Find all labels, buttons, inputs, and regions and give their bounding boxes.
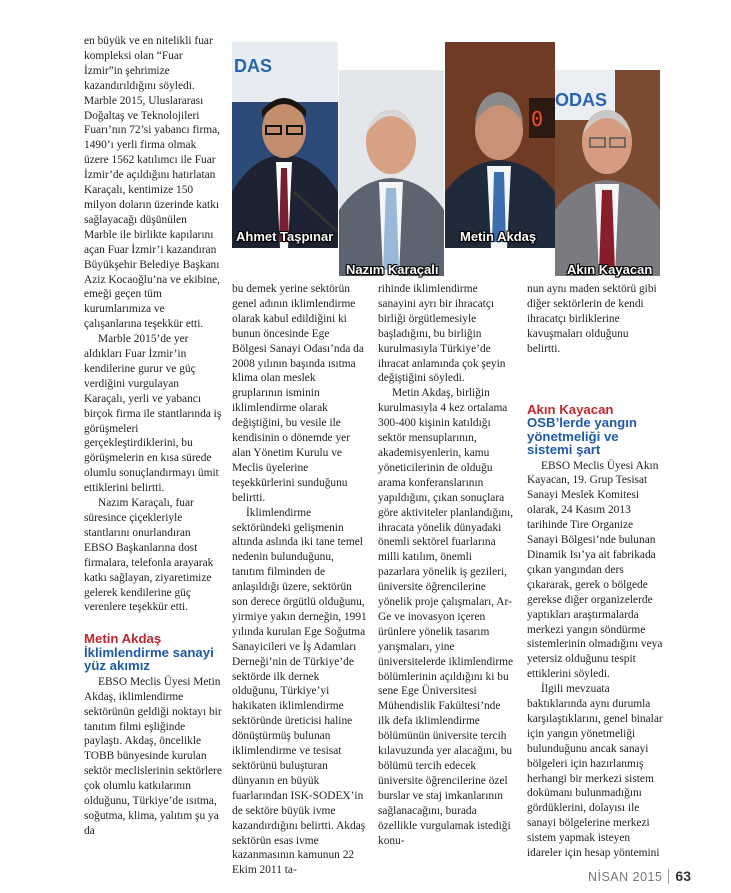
photo-caption: Ahmet Taşpınar [236, 229, 334, 244]
photo-caption: Akın Kayacan [567, 262, 653, 277]
paragraph: en büyük ve en nitelikli fuar kompleksi olan “Fuar İzmir”in şehrimize kazandırıldığını söyledi. Marble 2015, Uluslararası Doğaltaş ve Teknolojileri Fuarı’nın 72’si yabancı firma, 1490’ı yerli firma olmak üzere 1562 katılımcı ile Fuar İzmir’de açıldığını hatırlatan Karaçalı, kentimize 150 milyon doların üzerinde katkı sağlayacağı düşünülen Marble ile birlikte kapılarını açan Fuar İzmir’i kazandıran Büyükşehir Belediye Başkanı Aziz Kocaoğlu’na ve ekibine, emeği geçen tüm kurumlarımıza ve çalışanlarına teşekkür etti. [84, 35, 221, 331]
photo-nazim-karacali [339, 70, 444, 276]
heading-name: Metin Akdaş [84, 631, 162, 647]
paragraph: Metin Akdaş, birliğin kurulmasıyla 4 kez ortalama 300-400 kişinin katıldığı sektör mensuplarının, akademisyenlerin, kamu yöneticilerinin de olduğu arama konferanslarının yapıldığını, çıkan sonuçlara göre aktiviteler planlandığını, ihracata yönelik dünyadaki önemli sektörel fuarlarına milli katılım, önemli pazarlara yönelik iş gezileri, üniversite öğrencilerine yönelik proje çalışmaları, Ar-Ge ve inovasyon içeren ürünlere yönelik tasarım yarışmaları, yine üniversitelerde iklimlendirme bölümlerinin açıldığını ki bu sene Ege Üniversitesi Mühendislik Fakültesi’nde ilk defa iklimlendirme bölümünün üniversite tercih kılavuzunda yer alacağını, bu bölümü tercih edecek üniversite öğrencilerine özel burslar ve staj imkanlarının sağlanacağını, burada özellikle vurgulamak istediği konu- [378, 387, 514, 847]
svg-text:DAS: DAS [234, 56, 273, 76]
photo-metin-akdas [445, 42, 555, 248]
paragraph: Marble 2015’de yer aldıkları Fuar İzmir’in kendilerine gurur ve güç verdiğini vurgulayan Karaçalı, yerli ve yabancı birçok firma ile stantlarında iş görüşmeleri gerçekleştirdiklerini, bu görüşmelerin en kısa sürede olumlu sonuçlandırmayı ümit ettiklerini belirtti. [84, 333, 222, 495]
paragraph: rihinde iklimlendirme sanayini ayrı bir ihracatçı birliği örgütlemesiyle başladığını, bu birliğin kurulmasıyla Türkiye’de ihracat anlamında çok şeyin değiştiğini söyledi. [378, 283, 506, 385]
svg-text:ODAS: ODAS [555, 90, 608, 110]
paragraph: İklimlendirme sektöründeki gelişmenin altında aslında iki tane temel nedenin bulunduğunu, tanıtım filminden de anlaşıldığı üzere, sektörün son derece örgütlü olduğunu, yirmiye yakın derneğin, 1991 yılında kurulan Ege Soğutma Sanayicileri ve İş Adamları Derneği’nin de Türkiye’de sektörde ilk dernek olduğunu, Türkiye’yi hakikaten iklimlendirme sektöründe üreticisi haline dönüştürmüş bulunan iklimlendirme ve tesisat sektörünü buluşturan dünyanın en büyük fuarlarından ISK-SODEX’in de sektöre büyük ivme kazandırdığını belirtti. Akdaş sektörün esas ivme kazanmasının kamunun 22 Ekim 2011 ta- [232, 506, 367, 877]
section-heading-kayacan [527, 403, 664, 457]
article-column-2 [232, 282, 367, 878]
paragraph: EBSO Meclis Üyesi Metin Akdaş, iklimlendirme sektörünün geldiği noktayı bir tanıtım filmi eşliğinde paylaştı. Akdaş, öncelikle TOBB bünyesinde kurulan sektör meclislerinin sektörlere çok olumlu katkılarının olduğunu, Türkiye’de ısıtma, soğutma, klima, yalıtım şu ya da [84, 675, 222, 837]
heading-title: OSB’lerde yangın yönetmeliği ve sistemi şart [527, 415, 637, 458]
page-footer [588, 868, 691, 886]
photo-akin-kayacan [555, 70, 660, 276]
heading-name: Akın Kayacan [527, 401, 614, 417]
photo-caption: Metin Akdaş [460, 229, 537, 244]
page-number: 63 [675, 868, 691, 884]
paragraph: Nazım Karaçalı, fuar süresince çiçekleriyle stantlarını onurlandıran EBSO Başkanlarına dost firmalara, telefonla arayarak katkı sağlayan, ziyaretimize gelerek kendilerine güç verenlere teşekkür etti. [84, 497, 214, 614]
paragraph: bu demek yerine sektörün genel adının iklimlendirme olarak kabul edildiğini ki bunun öncesinde Ege Bölgesi Sanayi Odası’nda da 2008 yılının başında ısıtma klima olan meslek gruplarının isminin iklimlendirme olarak değiştiğini, bu vesile ile kendisinin o dönemde yer alan Yönetim Kurulu ve Meclis üyelerine teşekkürlerini sunduğunu belirtti. [232, 283, 364, 504]
photo-ahmet-taspinar [232, 42, 338, 248]
article-column-4 [527, 282, 664, 861]
heading-title: İklimlendirme sanayi yüz akımız [84, 644, 214, 674]
article-column-3 [378, 282, 514, 848]
section-heading-akdas [84, 632, 222, 673]
paragraph: EBSO Meclis Üyesi Akın Kayacan, 19. Grup Tesisat Sanayi Meslek Komitesi olarak, 24 Kasım 2013 tarihinde Tire Organize Sanayi Bölgesi’nde bulunan Dinamik Isı’ya ait fabrikada çıkan yangından ders çıkararak, gerek o bölgede gerekse diğer organizelerde yaptıkları araştırmalarda merkezi yangın söndürme sistemlerinin olmadığını veya yetersiz olduğunu tespit ettiklerini söyledi. [527, 459, 663, 681]
paragraph: İlgili mevzuata baktıklarında aynı durumla karşılaştıklarını, genel binalar için yangın yönetmeliği bulunduğunu ancak sanayi bölgeleri için hazırlanmış herhangi bir merkezi sistem dokümanı bulunmadığını gördüklerini, dolayısı ile sanayi bölgelerine merkezi sistem yapmak isteyen idareler için hesap yöntemini [527, 683, 663, 860]
svg-text:0: 0 [531, 107, 544, 131]
article-column-1 [84, 34, 222, 839]
photo-caption: Nazım Karaçalı [346, 262, 439, 277]
paragraph: nun aynı maden sektörü gibi diğer sektörlerin de kendi ihracatçı birliklerine kavuşmaları olduğunu belirtti. [527, 283, 657, 355]
divider [668, 869, 669, 884]
issue-date: NİSAN 2015 [587, 870, 663, 884]
